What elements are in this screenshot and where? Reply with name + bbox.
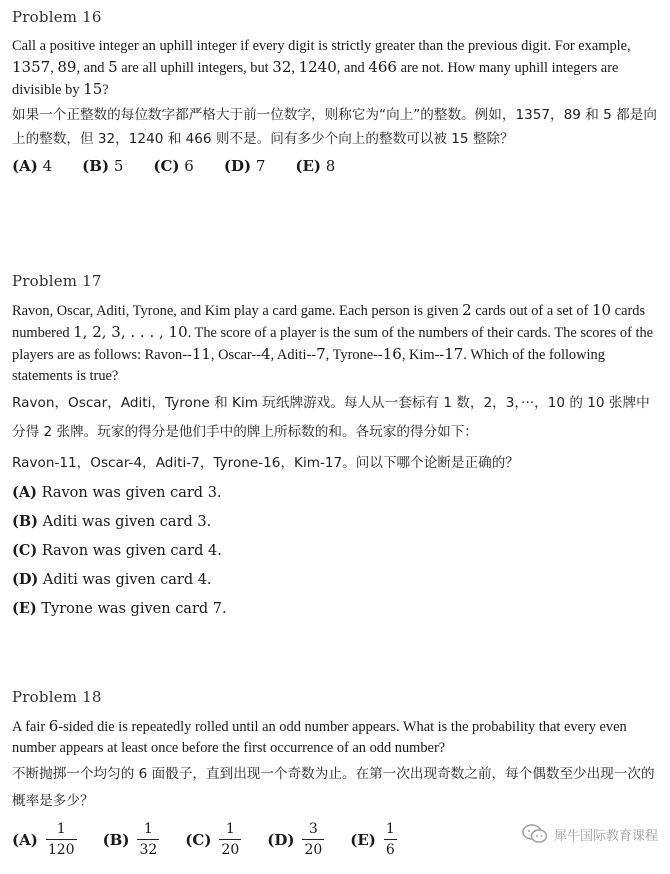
choice-d: (D) 7 (223, 157, 266, 175)
problem-statement-en: Call a positive integer an uphill integer if every digit is strictly greater than the previous digit. For example, 1357, 89, and 5 are all uphill integers, but 32, 1240, and 466 are not. How many uphill integers are divisible by 15? (12, 38, 631, 98)
choice-a: (A) Ravon was given card 3. (12, 484, 222, 501)
problem-title: Problem 18 (12, 688, 102, 706)
choice-c: (C) 6 (153, 157, 194, 175)
problem-title: Problem 16 (12, 8, 102, 26)
choice-e: (E) Tyrone was given card 7. (12, 600, 227, 617)
problem-statement-zh: 如果一个正整数的每位数字都严格大于前一位数字，则称它为“向上”的整数。例如，1357，89 和 5 都是向上的整数，但 32，1240 和 466 则不是。问有多少个向上的整数可以被 15 整除？ (12, 107, 657, 147)
problem-title: Problem 17 (12, 272, 102, 290)
choice-a: (A) 4 (12, 157, 53, 175)
problem-statement-en: Ravon, Oscar, Aditi, Tyrone, and Kim play a card game. Each person is given 2 cards out of a set of 10 cards numbered 1, 2, 3, . . . , 10. The score of a player is the sum of the numbers of their cards. The scores of the players are as follows: Ravon--11, Oscar--4, Aditi--7, Tyrone--16, Kim--17. Which of the following statements is true? (12, 301, 654, 384)
choice-d: (D) Aditi was given card 4. (12, 571, 212, 588)
choice-b: (B) $\frac{1}{32}$ (102, 821, 158, 858)
choice-b: (B) 5 (82, 157, 124, 175)
choice-c: (C) $\frac{1}{20}$ (185, 821, 240, 858)
choice-c: (C) Ravon was given card 4. (12, 542, 222, 559)
choice-e: (E) 8 (295, 157, 336, 175)
problem-statement-zh: Ravon，Oscar，Aditi，Tyrone 和 Kim 玩纸牌游戏。每人从一套标有 1 数，2，3，···，10 的 10 张牌中分得 2 张牌。玩家的得分是他们手中的牌上所标数的和。各玩家的得分如下： (12, 395, 650, 440)
choice-a: (A) $\frac{1}{120}$ (12, 821, 75, 858)
choice-d: (D) $\frac{3}{20}$ (267, 821, 323, 858)
choice-e: (E) $\frac{1}{6}$ (350, 821, 395, 858)
answer-choices (12, 157, 660, 175)
wechat-icon (522, 824, 548, 844)
problem-16 (12, 8, 660, 175)
choice-b: (B) Aditi was given card 3. (12, 513, 212, 530)
problem-statement-en: A fair 6-sided die is repeatedly rolled until an odd number appears. What is the probability that every even number appears at least once before the first occurrence of an odd number? (12, 717, 627, 756)
problem-17 (12, 272, 660, 623)
watermark (522, 824, 658, 844)
watermark-text: 犀牛国际教育课程 (553, 828, 658, 844)
problem-statement-zh-scores: Ravon-11，Oscar-4，Aditi-7，Tyrone-16，Kim-17。问以下哪个论断是正确的？ (12, 455, 519, 471)
answer-choices (12, 478, 660, 623)
problem-statement-zh: 不断抛掷一个均匀的 6 面骰子，直到出现一个奇数为止。在第一次出现奇数之前，每个偶数至少出现一次的概率是多少？ (12, 766, 655, 809)
